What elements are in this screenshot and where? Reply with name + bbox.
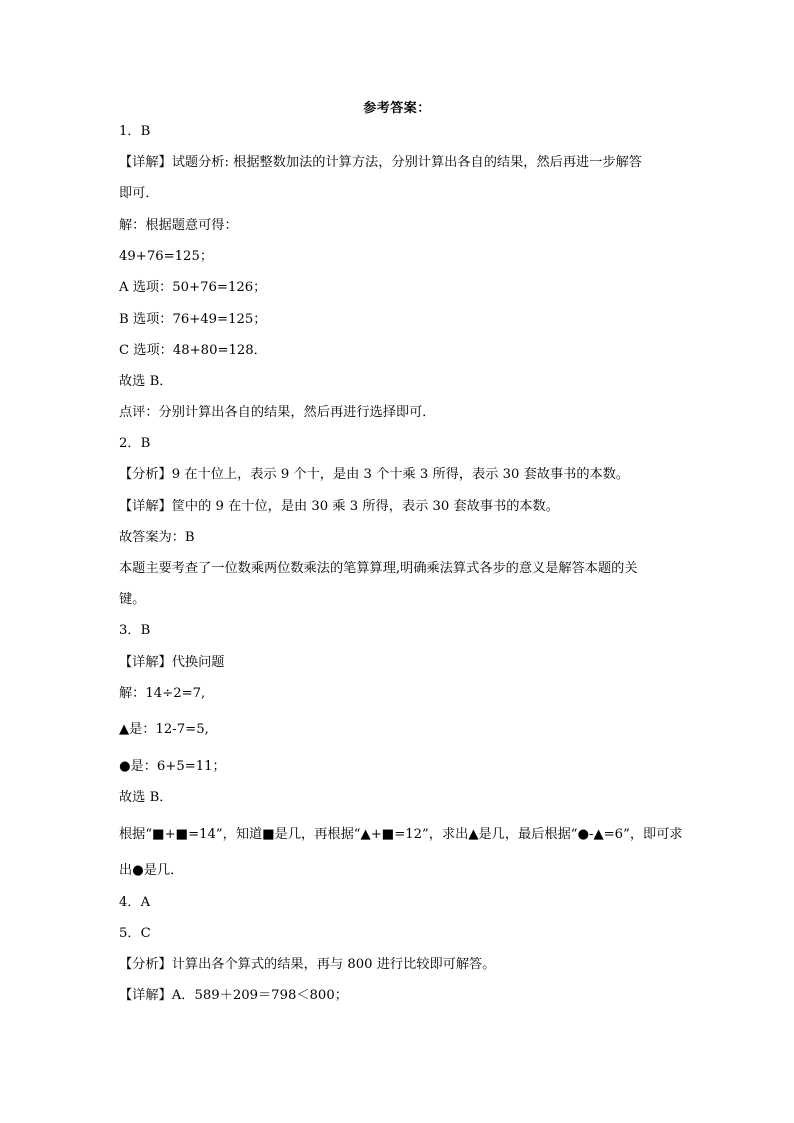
analysis-line: 【分析】计算出各个算式的结果，再与 800 进行比较即可解答。: [119, 957, 496, 972]
explanation-line: 根据“■+■=14”，知道■是几，再根据“▲+■=12”，求出▲是几，最后根据“●-▲=6”，即可求: [119, 827, 683, 842]
answer-4-heading: 4．A: [119, 895, 151, 910]
detail-line: 即可．: [119, 186, 159, 201]
option-c-line: C 选项：48+80=128．: [119, 343, 267, 358]
detail-line: 【详解】代换问题: [119, 655, 225, 670]
option-b-line: B 选项：76+49=125；: [119, 312, 267, 327]
solution-line: 解：根据题意可得：: [119, 218, 238, 233]
circle-line: ●是：6+5=11；: [119, 759, 226, 774]
answer-line: 故答案为：B: [119, 530, 195, 545]
choice-line: 故选 B．: [119, 374, 173, 389]
comment-line: 点评：分别计算出各自的结果，然后再进行选择即可．: [119, 405, 436, 420]
equation-line: 49+76=125；: [119, 249, 214, 264]
detail-line: 【详解】A．589＋209＝798＜800；: [119, 988, 348, 1003]
detail-line: 【详解】试题分析: 根据整数加法的计算方法，分别计算出各自的结果，然后再进一步解答: [119, 155, 642, 170]
summary-line: 键。: [119, 592, 146, 607]
analysis-line: 【分析】9 在十位上，表示 9 个十，是由 3 个十乘 3 所得，表示 30 套故事书的本数。: [119, 467, 630, 482]
detail-line: 【详解】筐中的 9 在十位，是由 30 乘 3 所得，表示 30 套故事书的本数。: [119, 499, 559, 514]
answer-5-heading: 5．C: [119, 926, 151, 941]
explanation-line: 出●是几．: [119, 863, 184, 878]
answer-2-heading: 2．B: [119, 436, 151, 451]
answer-1-heading: 1．B: [119, 124, 151, 139]
solution-line: 解：14÷2=7,: [119, 686, 206, 701]
answer-3-heading: 3．B: [119, 623, 151, 638]
choice-line: 故选 B．: [119, 790, 173, 805]
page-title: 参考答案：: [363, 101, 431, 116]
triangle-line: ▲是：12-7=5,: [119, 722, 209, 737]
summary-line: 本题主要考查了一位数乘两位数乘法的笔算算理,明确乘法算式各步的意义是解答本题的关: [119, 561, 638, 576]
option-a-line: A 选项：50+76=126；: [119, 280, 267, 295]
